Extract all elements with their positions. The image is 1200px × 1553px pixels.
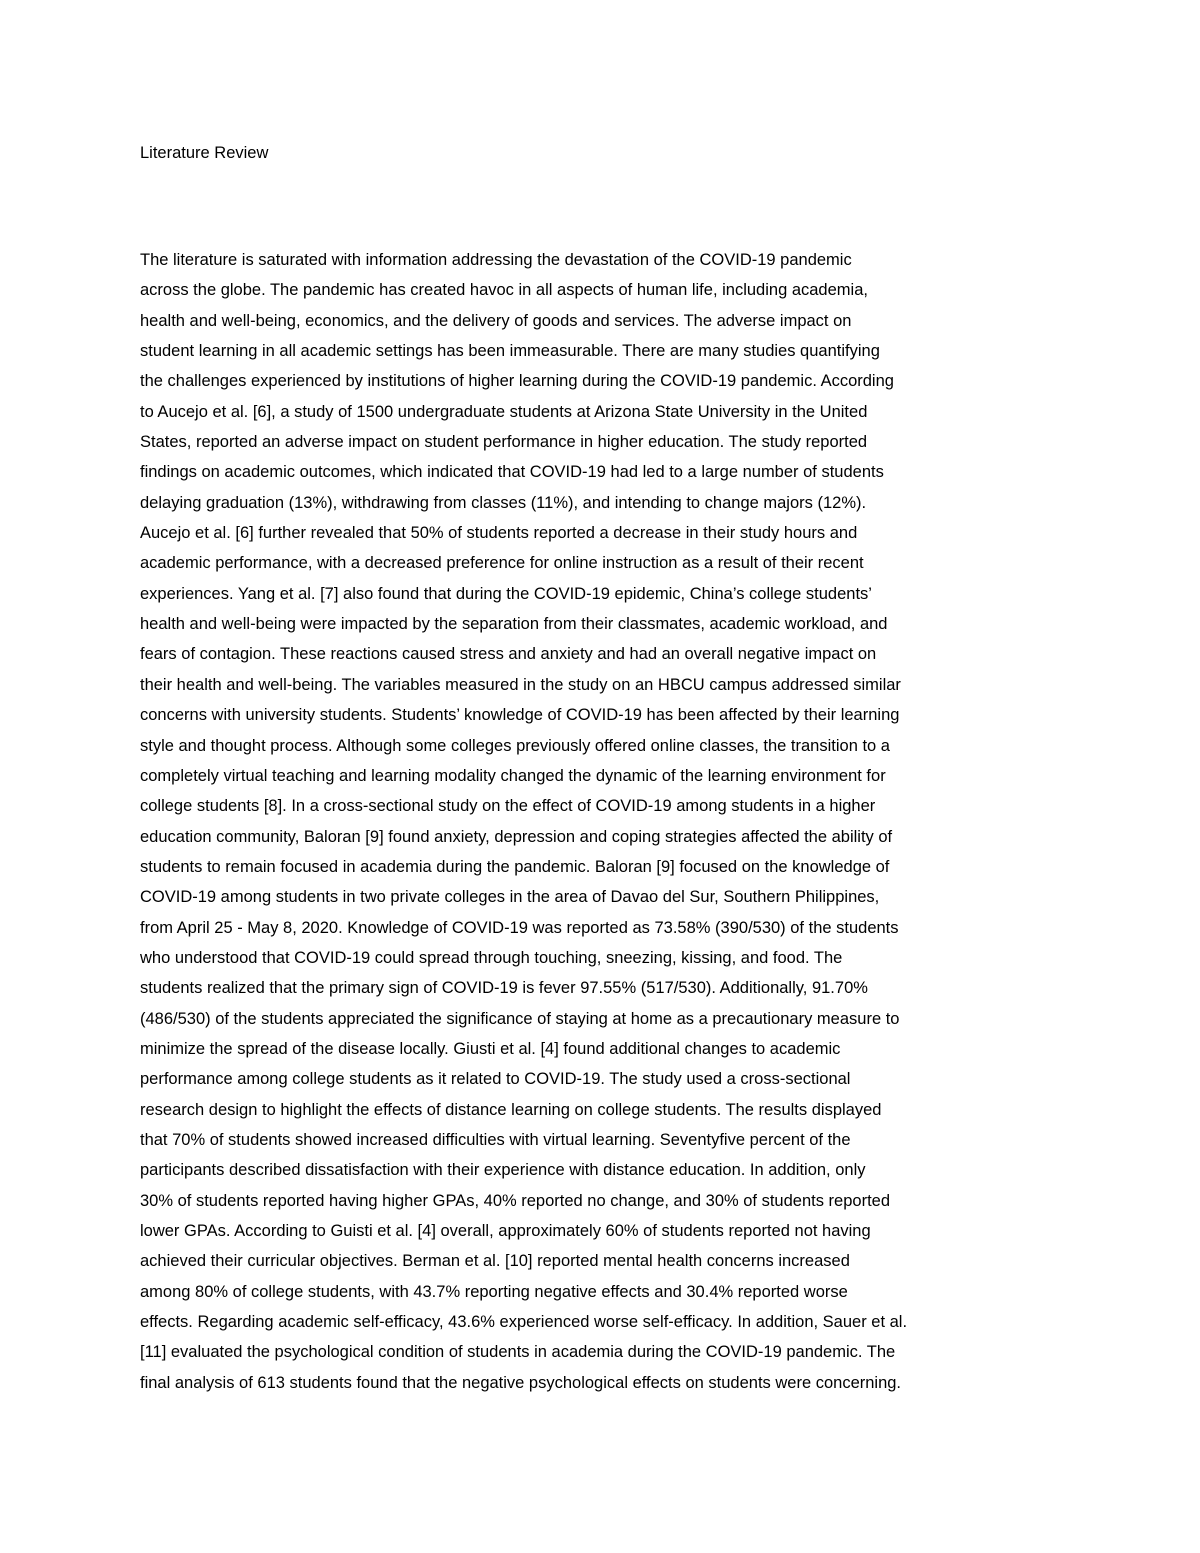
paragraph-line: [11] evaluated the psychological condition of students in academia during the COVID-19 pandemic. The bbox=[140, 1343, 896, 1362]
paragraph-line: completely virtual teaching and learning modality changed the dynamic of the learning environment for bbox=[140, 766, 886, 785]
paragraph-line: across the globe. The pandemic has created havoc in all aspects of human life, including academia, bbox=[140, 281, 868, 300]
paragraph-line: research design to highlight the effects of distance learning on college students. The results displayed bbox=[140, 1100, 882, 1119]
paragraph-line: findings on academic outcomes, which indicated that COVID-19 had led to a large number of students bbox=[140, 463, 884, 482]
paragraph-line: States, reported an adverse impact on student performance in higher education. The study reported bbox=[140, 433, 868, 452]
paragraph-line: minimize the spread of the disease locally. Giusti et al. [4] found additional changes to academic bbox=[140, 1039, 841, 1058]
paragraph-line: education community, Baloran [9] found anxiety, depression and coping strategies affected the ability of bbox=[140, 827, 893, 846]
paragraph-line: the challenges experienced by institutions of higher learning during the COVID-19 pandemic. According bbox=[140, 372, 894, 391]
paragraph-line: Aucejo et al. [6] further revealed that 50% of students reported a decrease in their study hours and bbox=[140, 524, 858, 543]
paragraph-line: among 80% of college students, with 43.7% reporting negative effects and 30.4% reported worse bbox=[140, 1282, 848, 1301]
paragraph-line: The literature is saturated with information addressing the devastation of the COVID-19 pandemic bbox=[140, 251, 852, 269]
paragraph-line: that 70% of students showed increased difficulties with virtual learning. Seventyfive percent of the bbox=[140, 1130, 851, 1149]
paragraph-line: to Aucejo et al. [6], a study of 1500 undergraduate students at Arizona State University in the United bbox=[140, 402, 868, 421]
paragraph-line: participants described dissatisfaction with their experience with distance education. In addition, only bbox=[140, 1161, 866, 1180]
paragraph-line: delaying graduation (13%), withdrawing from classes (11%), and intending to change majors (12%). bbox=[140, 493, 867, 512]
paragraph-line: students to remain focused in academia during the pandemic. Baloran [9] focused on the knowledge of bbox=[140, 857, 890, 876]
paragraph-line: 30% of students reported having higher GPAs, 40% reported no change, and 30% of students reported bbox=[140, 1191, 891, 1210]
paragraph-line: health and well-being were impacted by the separation from their classmates, academic workload, and bbox=[140, 615, 888, 634]
paragraph-line: their health and well-being. The variables measured in the study on an HBCU campus addressed similar bbox=[140, 675, 901, 694]
paragraph-line: (486/530) of the students appreciated the significance of staying at home as a precautionary measure to bbox=[140, 1009, 900, 1028]
paragraph-line: experiences. Yang et al. [7] also found that during the COVID-19 epidemic, China’s college students’ bbox=[140, 584, 872, 603]
paragraph-line: health and well-being, economics, and the delivery of goods and services. The adverse impact on bbox=[140, 311, 852, 330]
paragraph-line: performance among college students as it related to COVID-19. The study used a cross-sectional bbox=[140, 1070, 851, 1089]
paragraph-line: students realized that the primary sign of COVID-19 is fever 97.55% (517/530). Additionally, 91.70% bbox=[140, 979, 868, 998]
paragraph-line: effects. Regarding academic self-efficacy, 43.6% experienced worse self-efficacy. In addition, Sauer et al. bbox=[140, 1313, 908, 1332]
paragraph-line: COVID-19 among students in two private colleges in the area of Davao del Sur, Southern Philippines, bbox=[140, 888, 880, 907]
paragraph-line: who understood that COVID-19 could spread through touching, sneezing, kissing, and food. The bbox=[140, 948, 843, 967]
paragraph-line: concerns with university students. Students’ knowledge of COVID-19 has been affected by their learning bbox=[140, 706, 900, 725]
paragraph-line: academic performance, with a decreased preference for online instruction as a result of their recent bbox=[140, 554, 864, 573]
paragraph-line: student learning in all academic settings has been immeasurable. There are many studies quantifying bbox=[140, 342, 880, 361]
paragraph-line: style and thought process. Although some colleges previously offered online classes, the transition to a bbox=[140, 736, 890, 755]
paragraph-line: final analysis of 613 students found that the negative psychological effects on students were concerning. bbox=[140, 1373, 902, 1392]
paragraph-line: lower GPAs. According to Guisti et al. [4] overall, approximately 60% of students reported not having bbox=[140, 1222, 871, 1240]
paragraph-line: college students [8]. In a cross-sectional study on the effect of COVID-19 among students in a higher bbox=[140, 797, 876, 816]
document-heading: Literature Review bbox=[140, 144, 269, 162]
paragraph-line: fears of contagion. These reactions caused stress and anxiety and had an overall negative impact on bbox=[140, 645, 877, 664]
paragraph-line: achieved their curricular objectives. Berman et al. [10] reported mental health concerns increased bbox=[140, 1252, 850, 1271]
paragraph-line: from April 25 - May 8, 2020. Knowledge of COVID-19 was reported as 73.58% (390/530) of the students bbox=[140, 918, 899, 937]
body-paragraph bbox=[140, 245, 1080, 1398]
